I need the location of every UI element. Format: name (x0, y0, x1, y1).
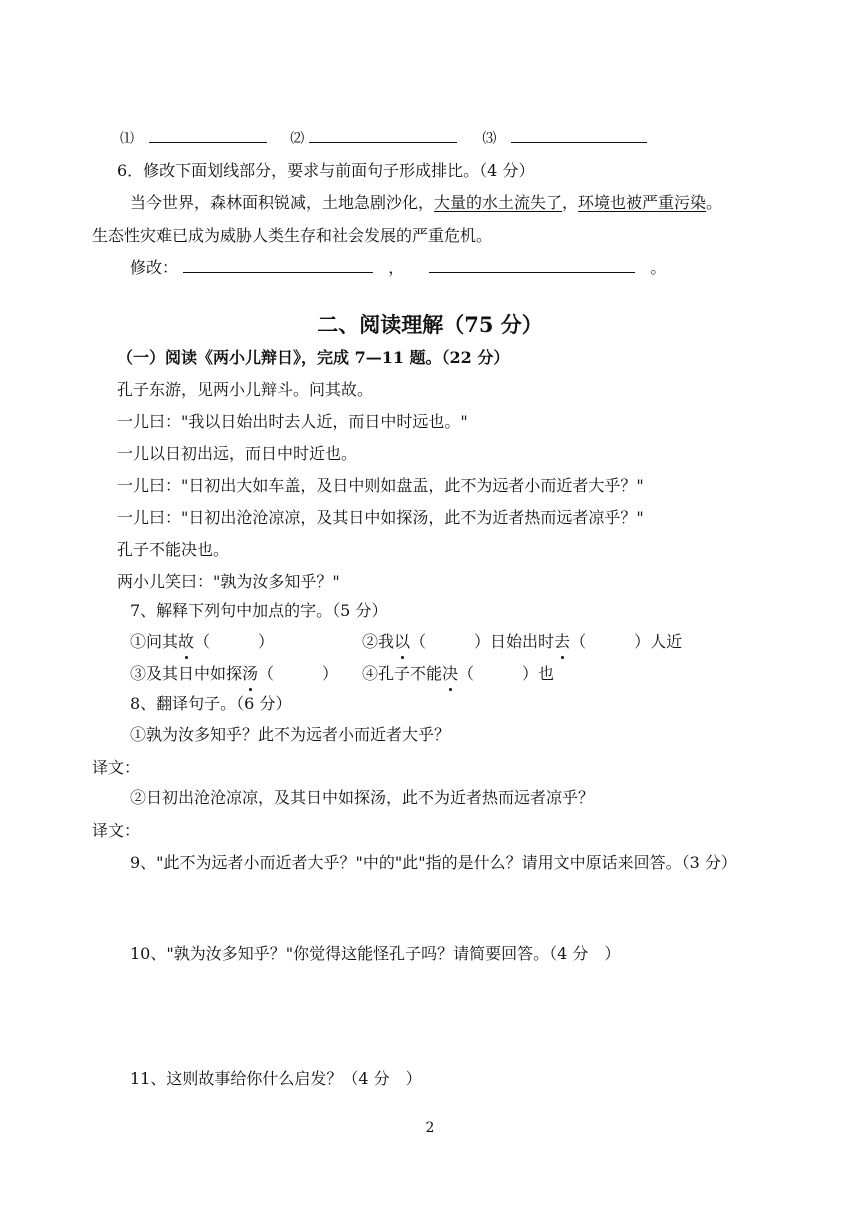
q6-revise-row (130, 258, 666, 278)
q7-item-2-dotted: 以 (394, 632, 411, 651)
q7-item-4 (362, 664, 554, 684)
q7-item-2 (362, 632, 682, 652)
q7-item-3-text: ③及其日中如探 (130, 664, 243, 683)
blank-3[interactable] (511, 128, 647, 143)
q7-item-3 (130, 664, 338, 684)
q7-item-2-text: ②我 (362, 632, 395, 651)
q11-title: 11、这则故事给你什么启发？（4 分 ） (130, 1069, 422, 1088)
section-2-title: 二、阅读理解（75 分） (317, 312, 543, 337)
blank-1-label: ⑴ (120, 131, 134, 147)
q7-item-2-answer-2[interactable]: （ ） (570, 632, 651, 651)
revise-label: 修改： (130, 258, 179, 277)
q7-item-2-dotted-2: 去 (554, 632, 571, 651)
q7-item-2-mid: 日始出时 (490, 632, 555, 651)
revise-blank-1[interactable] (183, 258, 373, 273)
part-1-heading: （一）阅读《两小儿辩日》，完成 7—11 题。（22 分） (117, 348, 510, 367)
q8-translation-1-label[interactable]: 译文： (92, 758, 141, 777)
q6-underline-1: 大量的水土流失了 (434, 193, 563, 212)
q8-title: 8、翻译句子。（6 分） (130, 694, 292, 713)
blank-2-label: ⑵ (290, 131, 305, 147)
page-number: 2 (425, 1120, 435, 1136)
revise-comma: ， (388, 258, 405, 277)
q6-text-b: 。 (706, 193, 723, 212)
passage-line: 两小儿笑曰："孰为汝多知乎？" (117, 572, 340, 591)
q8-sentence-1: ①孰为汝多知乎？此不为远者小而近者大乎？ (130, 725, 451, 744)
q7-item-3-answer[interactable]: （ ） (258, 664, 339, 683)
q8-sentence-2: ②日初出沧沧凉凉，及其日中如探汤，此不为近者热而远者凉乎？ (130, 788, 595, 807)
passage-line: 孔子东游，见两小儿辩斗。问其故。 (117, 380, 374, 399)
q7-item-4-post: 也 (538, 664, 555, 683)
q7-item-4-dotted: 决 (442, 664, 459, 683)
q7-item-1 (130, 632, 274, 652)
blank-1[interactable] (149, 128, 267, 143)
q9-title: 9、"此不为远者小而近者大乎？"中的"此"指的是什么？请用文中原话来回答。（3 分） (130, 853, 737, 872)
q7-item-1-dotted: 故 (178, 632, 195, 651)
q7-item-1-answer[interactable]: （ ） (194, 632, 275, 651)
blank-3-label: ⑶ (482, 131, 497, 147)
q8-translation-2-label[interactable]: 译文： (92, 821, 141, 840)
q6-title: 6．修改下面划线部分，要求与前面句子形成排比。（4 分） (117, 161, 535, 180)
q7-title: 7、解释下列句中加点的字。（5 分） (130, 601, 388, 620)
q7-item-4-text: ④孔子不能 (362, 664, 443, 683)
q6-text-a: 当今世界，森林面积锐减，土地急剧沙化， (130, 193, 435, 212)
revise-blank-2[interactable] (429, 258, 635, 273)
q6-comma: ， (562, 193, 579, 212)
q7-item-3-dotted: 汤 (242, 664, 259, 683)
passage-line: 一儿曰："我以日始出时去人近，而日中时远也。" (117, 412, 468, 431)
passage-line: 一儿曰："日初出大如车盖，及日中则如盘盂，此不为远者小而近者大乎？" (117, 476, 644, 495)
passage-line: 一儿以日初出远，而日中时近也。 (117, 444, 358, 463)
q7-item-1-text: ①问其 (130, 632, 179, 651)
q7-item-4-answer[interactable]: （ ） (458, 664, 539, 683)
q5-answer-blanks (120, 128, 647, 149)
blank-2[interactable] (309, 128, 457, 143)
q10-title: 10、"孰为汝多知乎？"你觉得这能怪孔子吗？请简要回答。（4 分 ） (130, 944, 621, 963)
q7-item-2-post: 人近 (650, 632, 683, 651)
passage-line: 一儿曰："日初出沧沧凉凉，及其日中如探汤，此不为近者热而远者凉乎？" (117, 508, 644, 527)
q7-item-2-answer[interactable]: （ ） (410, 632, 491, 651)
q6-passage-line2: 生态性灾难已成为威胁人类生存和社会发展的严重危机。 (92, 226, 493, 245)
q6-underline-2: 环境也被严重污染 (578, 193, 707, 212)
revise-end: 。 (650, 258, 667, 277)
passage-line: 孔子不能决也。 (117, 540, 230, 559)
q6-passage-line1 (130, 193, 722, 213)
